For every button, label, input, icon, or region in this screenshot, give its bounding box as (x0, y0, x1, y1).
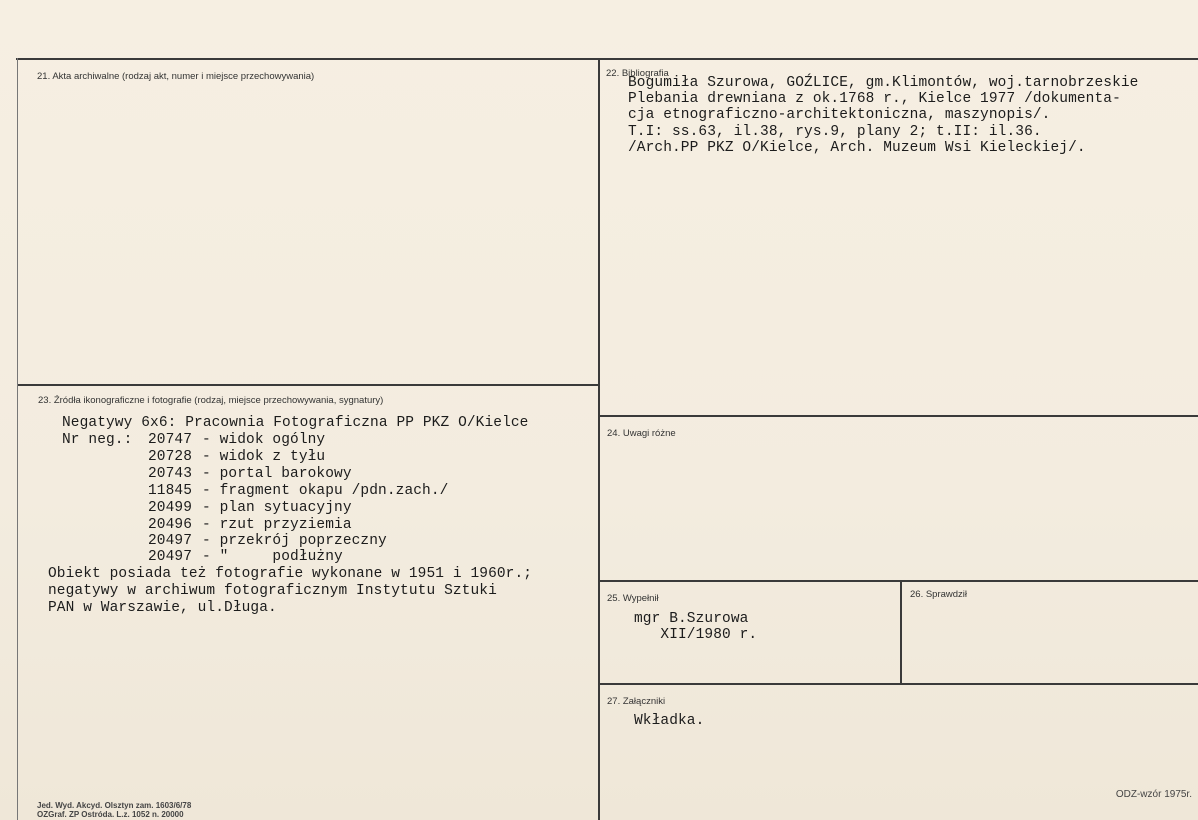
negative-number: 20496 (148, 517, 193, 533)
iconography-footer-line: PAN w Warszawie, ul.Długa. (48, 600, 277, 616)
negative-description: - plan sytuacyjny (202, 500, 352, 516)
top-border-line (16, 58, 1198, 60)
negative-description: - fragment okapu /pdn.zach./ (202, 483, 449, 499)
attachments-text: Wkładka. (634, 713, 705, 729)
negative-desc-text: przekrój poprzeczny (219, 533, 387, 549)
negative-description: - " podłużny (202, 549, 343, 565)
filled-by-date: XII/1980 r. (634, 627, 758, 643)
bibliography-line: cja etnograficzno-architektoniczna, maszynopis/. (628, 107, 1051, 123)
negative-desc-text: fragment okapu /pdn.zach./ (219, 483, 449, 499)
bibliography-line: Plebania drewniana z ok.1768 r., Kielce 1977 /dokumenta- (628, 91, 1121, 107)
divider-22-24 (600, 415, 1198, 417)
negative-number: 20497 (148, 549, 193, 565)
filled-by-name: mgr B.Szurowa (634, 611, 749, 627)
negative-number: 20497 (148, 533, 193, 549)
left-border-line (17, 58, 18, 820)
section-24-label: 24. Uwagi różne (607, 428, 676, 439)
negative-desc-text: widok ogólny (219, 432, 326, 448)
iconography-header-line: Nr neg.: (62, 432, 133, 448)
negative-number: 20747 (148, 432, 193, 448)
negative-number: 20499 (148, 500, 193, 516)
negative-description: - widok z tyłu (202, 449, 326, 465)
center-vertical-line (598, 58, 600, 820)
divider-25-26 (900, 580, 902, 684)
negative-number: 20728 (148, 449, 193, 465)
negative-desc-text: widok z tyłu (219, 449, 326, 465)
divider-24-25 (600, 580, 1198, 582)
negative-desc-text: " podłużny (219, 549, 343, 565)
negative-desc-text: portal barokowy (219, 466, 352, 482)
section-23-label: 23. Źródła ikonograficzne i fotografie (rodzaj, miejsce przechowywania, sygnatury) (38, 395, 384, 406)
bibliography-line: /Arch.PP PKZ O/Kielce, Arch. Muzeum Wsi Kieleckiej/. (628, 140, 1086, 156)
iconography-footer-line: negatywy w archiwum fotograficznym Instytutu Sztuki (48, 583, 497, 599)
negative-description: - rzut przyziemia (202, 517, 352, 533)
section-27-label: 27. Załączniki (607, 696, 666, 707)
print-info-line: OZGraf. ZP Ostróda. L.z. 1052 n. 20000 (37, 810, 184, 819)
negative-number: 11845 (148, 483, 193, 499)
form-template-id: ODZ-wzór 1975r. (1115, 789, 1192, 800)
iconography-header-line: Negatywy 6x6: Pracownia Fotograficzna PP PKZ O/Kielce (62, 415, 529, 431)
section-25-label: 25. Wypełnił (607, 593, 659, 604)
bibliography-line: T.I: ss.63, il.38, rys.9, plany 2; t.II: il.36. (628, 124, 1042, 140)
section-26-label: 26. Sprawdził (910, 589, 968, 600)
bibliography-line: Bogumiła Szurowa, GOŹLICE, gm.Klimontów, woj.tarnobrzeskie (628, 75, 1139, 91)
divider-25-27 (600, 683, 1198, 685)
negative-desc-text: plan sytuacyjny (219, 500, 352, 516)
print-info-line: Jed. Wyd. Akcyd. Olsztyn zam. 1603/6/78 (37, 801, 192, 810)
negative-number: 20743 (148, 466, 193, 482)
negative-description: - przekrój poprzeczny (202, 533, 387, 549)
negative-desc-text: rzut przyziemia (219, 517, 352, 533)
iconography-footer-line: Obiekt posiada też fotografie wykonane w 1951 i 1960r.; (48, 566, 533, 582)
divider-21-23 (18, 384, 598, 386)
negative-description: - widok ogólny (202, 432, 326, 448)
section-22-label: 22. Bibliografia (606, 68, 669, 79)
negative-description: - portal barokowy (202, 466, 352, 482)
section-21-label: 21. Akta archiwalne (rodzaj akt, numer i miejsce przechowywania) (37, 71, 315, 82)
